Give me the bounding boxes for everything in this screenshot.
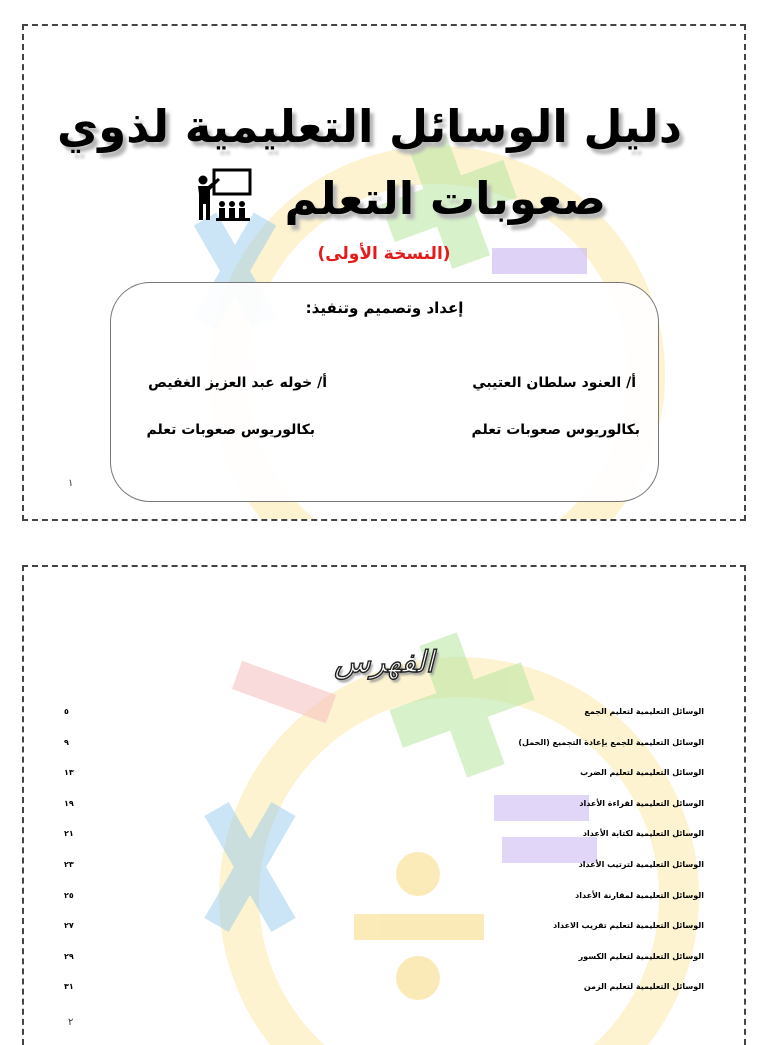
toc-title: الفهرس [334,645,434,680]
toc-entry-page: ١٣ [64,768,74,778]
toc-entry-page: ٣١ [64,982,74,992]
authors-box [110,282,659,502]
toc-entry-page: ٢٥ [64,890,74,900]
toc-entry-page: ٥ [64,707,69,716]
author-right-degree: بكالوريوس صعوبات تعلم [471,422,640,438]
toc-entry-label: الوسائل التعليمية لتعليم الضرب [580,768,704,778]
page-2 [22,565,746,1045]
toc-entry[interactable] [64,768,704,799]
toc-entry[interactable] [64,891,704,922]
toc-list [64,707,704,1013]
toc-entry[interactable] [64,982,704,1013]
toc-entry[interactable] [64,707,704,738]
toc-entry-label: الوسائل التعليمية لمقارنة الأعداد [575,890,704,900]
page-number: ١ [68,478,74,489]
toc-entry-label: الوسائل التعليمية لتعليم الجمع [584,707,704,716]
toc-entry[interactable] [64,860,704,891]
edition-label: (النسخة الأولى) [317,244,451,264]
toc-entry-label: الوسائل التعليمية لقراءة الأعداد [579,798,704,808]
toc-entry-page: ٩ [64,737,69,747]
toc-entry[interactable] [64,952,704,983]
toc-entry[interactable] [64,921,704,952]
toc-entry-label: الوسائل التعليمية لتعليم الكسور [578,951,704,961]
author-left-name: أ/ خوله عبد العزيز الغفيص [148,375,327,391]
page-number: ٢ [68,1017,74,1028]
author-right-name: أ/ العنود سلطان العتيبي [472,375,636,391]
toc-entry-label: الوسائل التعليمية لكتابة الأعداد [582,829,704,839]
toc-entry-label: الوسائل التعليمية لترتيب الأعداد [578,859,704,869]
toc-entry-label: الوسائل التعليمية للجمع بإعادة التجميع (الحمل) [518,737,704,747]
toc-entry-page: ٢٩ [64,951,74,961]
toc-entry[interactable] [64,799,704,830]
toc-entry-page: ٢١ [64,829,74,839]
teacher-icon [194,168,254,222]
toc-entry[interactable] [64,738,704,769]
toc-entry-page: ١٩ [64,798,74,808]
toc-entry[interactable] [64,829,704,860]
page-1 [22,24,746,521]
toc-entry-label: الوسائل التعليمية لتعليم الزمن [583,982,704,992]
toc-entry-page: ٢٧ [64,921,74,931]
guide-title-line-1: دليل الوسائل التعليمية لذوي [56,100,682,153]
toc-entry-page: ٢٣ [64,859,74,869]
guide-title-line-2: صعوبات التعلم [284,172,606,225]
prepared-by-heading: إعداد وتصميم وتنفيذ: [305,299,464,317]
toc-entry-label: الوسائل التعليمية لتعليم تقريب الاعداد [553,921,704,931]
author-left-degree: بكالوريوس صعوبات تعلم [146,422,315,438]
